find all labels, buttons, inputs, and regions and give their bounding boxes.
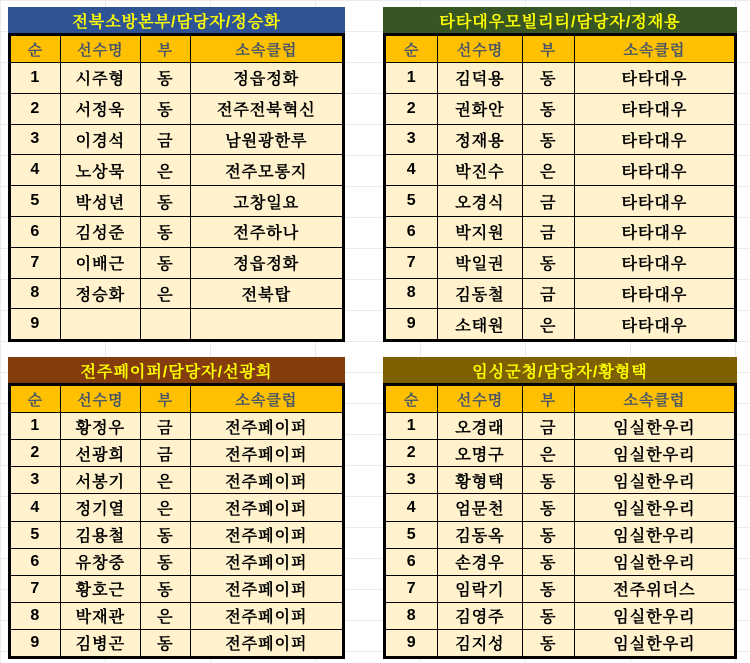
cell-division[interactable]: 동 xyxy=(522,124,574,155)
cell-player-name[interactable] xyxy=(60,309,140,341)
column-header-player-name[interactable]: 선수명 xyxy=(60,385,140,413)
table-row xyxy=(385,186,736,217)
cell-club[interactable]: 전주페이퍼 xyxy=(190,602,343,629)
cell-division[interactable]: 동 xyxy=(522,575,574,602)
cell-club[interactable]: 타타대우 xyxy=(574,155,735,186)
cell-division[interactable]: 금 xyxy=(522,278,574,309)
tables-grid xyxy=(8,7,737,659)
table-row xyxy=(10,602,344,629)
cell-division[interactable]: 금 xyxy=(140,124,190,155)
cell-rank[interactable]: 4 xyxy=(385,155,438,186)
roster-grid xyxy=(8,33,345,342)
cell-player-name[interactable]: 김성준 xyxy=(60,216,140,247)
cell-division[interactable]: 동 xyxy=(522,63,574,94)
cell-division[interactable]: 동 xyxy=(140,186,190,217)
cell-player-name[interactable]: 이경석 xyxy=(60,124,140,155)
cell-club[interactable]: 고창일요 xyxy=(190,186,343,217)
cell-division[interactable]: 동 xyxy=(522,521,574,548)
cell-club[interactable]: 전주페이퍼 xyxy=(190,494,343,521)
cell-player-name[interactable]: 황호근 xyxy=(60,575,140,602)
cell-division[interactable]: 동 xyxy=(522,548,574,575)
cell-club[interactable]: 임실한우리 xyxy=(574,521,735,548)
cell-player-name[interactable]: 박진수 xyxy=(438,155,522,186)
cell-rank[interactable]: 1 xyxy=(10,413,61,440)
cell-division[interactable]: 동 xyxy=(140,247,190,278)
cell-club[interactable] xyxy=(190,309,343,341)
cell-rank[interactable]: 7 xyxy=(385,575,438,602)
column-header-player-name[interactable]: 선수명 xyxy=(438,35,522,63)
cell-player-name[interactable]: 박지원 xyxy=(438,216,522,247)
cell-rank[interactable]: 6 xyxy=(10,548,61,575)
roster-table-imsil-county-office xyxy=(383,357,737,659)
column-header-club[interactable]: 소속클럽 xyxy=(574,35,735,63)
table-title[interactable]: 전북소방본부/담당자/정승화 xyxy=(8,7,345,33)
cell-rank[interactable]: 2 xyxy=(10,440,61,467)
cell-rank[interactable]: 5 xyxy=(385,186,438,217)
cell-division[interactable]: 동 xyxy=(522,494,574,521)
cell-division[interactable]: 동 xyxy=(140,548,190,575)
cell-player-name[interactable]: 이배근 xyxy=(60,247,140,278)
cell-club[interactable]: 임실한우리 xyxy=(574,494,735,521)
cell-division[interactable]: 은 xyxy=(140,278,190,309)
table-row xyxy=(385,467,736,494)
table-row xyxy=(385,216,736,247)
cell-club[interactable]: 전주페이퍼 xyxy=(190,413,343,440)
cell-division[interactable]: 동 xyxy=(522,467,574,494)
cell-rank[interactable]: 3 xyxy=(10,124,61,155)
table-row xyxy=(10,278,344,309)
column-header-division[interactable]: 부 xyxy=(140,385,190,413)
table-row xyxy=(385,521,736,548)
cell-club[interactable]: 임실한우리 xyxy=(574,413,735,440)
table-row xyxy=(10,467,344,494)
table-row xyxy=(10,494,344,521)
cell-club[interactable]: 전주모롱지 xyxy=(190,155,343,186)
column-header-rank[interactable]: 순 xyxy=(385,385,438,413)
cell-club[interactable]: 전주페이퍼 xyxy=(190,629,343,657)
cell-division[interactable]: 금 xyxy=(522,186,574,217)
table-row xyxy=(10,440,344,467)
cell-club[interactable]: 남원광한루 xyxy=(190,124,343,155)
cell-rank[interactable]: 3 xyxy=(385,467,438,494)
cell-club[interactable]: 임실한우리 xyxy=(574,548,735,575)
cell-player-name[interactable]: 정승화 xyxy=(60,278,140,309)
cell-player-name[interactable]: 오경식 xyxy=(438,186,522,217)
table-row xyxy=(10,63,344,94)
cell-rank[interactable]: 9 xyxy=(10,629,61,657)
cell-player-name[interactable]: 오명구 xyxy=(438,440,522,467)
cell-player-name[interactable]: 노상묵 xyxy=(60,155,140,186)
cell-division[interactable]: 동 xyxy=(140,629,190,657)
cell-division[interactable]: 은 xyxy=(522,309,574,341)
table-title[interactable]: 임싱군청/담당자/황형택 xyxy=(383,357,737,383)
column-header-rank[interactable]: 순 xyxy=(385,35,438,63)
roster-table-tata-daewoo-mobility xyxy=(383,7,737,342)
cell-player-name[interactable]: 황정우 xyxy=(60,413,140,440)
table-row xyxy=(10,247,344,278)
cell-division[interactable]: 금 xyxy=(140,440,190,467)
roster-table-jeonju-paper xyxy=(8,357,345,659)
cell-club[interactable]: 전주위더스 xyxy=(574,575,735,602)
cell-rank[interactable]: 6 xyxy=(10,216,61,247)
cell-division[interactable]: 동 xyxy=(140,521,190,548)
cell-player-name[interactable]: 김동철 xyxy=(438,278,522,309)
cell-club[interactable]: 타타대우 xyxy=(574,247,735,278)
cell-rank[interactable]: 7 xyxy=(10,575,61,602)
table-row xyxy=(385,155,736,186)
cell-rank[interactable]: 7 xyxy=(10,247,61,278)
cell-player-name[interactable]: 김병곤 xyxy=(60,629,140,657)
column-header-player-name[interactable]: 선수명 xyxy=(60,35,140,63)
cell-rank[interactable]: 2 xyxy=(385,93,438,124)
cell-rank[interactable]: 9 xyxy=(385,309,438,341)
table-row xyxy=(385,602,736,629)
cell-division[interactable]: 동 xyxy=(140,216,190,247)
roster-table-jeonbuk-fire-hq xyxy=(8,7,345,342)
column-header-row xyxy=(10,35,344,63)
cell-rank[interactable]: 1 xyxy=(385,413,438,440)
roster-grid xyxy=(383,383,737,659)
column-header-club[interactable]: 소속클럽 xyxy=(190,385,343,413)
cell-club[interactable]: 전북탑 xyxy=(190,278,343,309)
table-row xyxy=(385,247,736,278)
column-header-club[interactable]: 소속클럽 xyxy=(190,35,343,63)
cell-club[interactable]: 타타대우 xyxy=(574,124,735,155)
cell-player-name[interactable]: 정재용 xyxy=(438,124,522,155)
cell-player-name[interactable]: 박성년 xyxy=(60,186,140,217)
cell-rank[interactable]: 5 xyxy=(10,186,61,217)
cell-player-name[interactable]: 김덕용 xyxy=(438,63,522,94)
cell-club[interactable]: 타타대우 xyxy=(574,309,735,341)
cell-rank[interactable]: 2 xyxy=(10,93,61,124)
column-header-rank[interactable]: 순 xyxy=(10,385,61,413)
cell-club[interactable]: 정읍정화 xyxy=(190,63,343,94)
table-row xyxy=(10,124,344,155)
column-header-rank[interactable]: 순 xyxy=(10,35,61,63)
cell-player-name[interactable]: 권화안 xyxy=(438,93,522,124)
cell-club[interactable]: 임실한우리 xyxy=(574,467,735,494)
cell-rank[interactable]: 6 xyxy=(385,216,438,247)
cell-player-name[interactable]: 엄문천 xyxy=(438,494,522,521)
cell-club[interactable]: 타타대우 xyxy=(574,278,735,309)
cell-rank[interactable]: 1 xyxy=(385,63,438,94)
cell-player-name[interactable]: 김지성 xyxy=(438,629,522,657)
cell-player-name[interactable]: 소태원 xyxy=(438,309,522,341)
cell-player-name[interactable]: 황형택 xyxy=(438,467,522,494)
table-row xyxy=(385,93,736,124)
cell-player-name[interactable]: 오경래 xyxy=(438,413,522,440)
table-row xyxy=(10,216,344,247)
table-row xyxy=(385,440,736,467)
table-row xyxy=(10,93,344,124)
table-row xyxy=(10,186,344,217)
cell-rank[interactable]: 7 xyxy=(385,247,438,278)
cell-club[interactable]: 전주페이퍼 xyxy=(190,440,343,467)
cell-club[interactable]: 타타대우 xyxy=(574,93,735,124)
cell-player-name[interactable]: 시주형 xyxy=(60,63,140,94)
table-row xyxy=(385,548,736,575)
cell-player-name[interactable]: 임락기 xyxy=(438,575,522,602)
cell-rank[interactable]: 3 xyxy=(385,124,438,155)
cell-club[interactable]: 전주페이퍼 xyxy=(190,548,343,575)
cell-rank[interactable]: 9 xyxy=(385,629,438,657)
cell-division[interactable]: 금 xyxy=(522,216,574,247)
cell-club[interactable]: 임실한우리 xyxy=(574,602,735,629)
cell-rank[interactable]: 1 xyxy=(10,63,61,94)
cell-player-name[interactable]: 손경우 xyxy=(438,548,522,575)
cell-rank[interactable]: 4 xyxy=(10,155,61,186)
cell-division[interactable]: 동 xyxy=(140,93,190,124)
column-header-row xyxy=(385,385,736,413)
cell-club[interactable]: 타타대우 xyxy=(574,63,735,94)
table-title[interactable]: 타타대우모빌리티/담당자/정재용 xyxy=(383,7,737,33)
column-header-division[interactable]: 부 xyxy=(522,35,574,63)
column-header-row xyxy=(385,35,736,63)
column-header-player-name[interactable]: 선수명 xyxy=(438,385,522,413)
cell-division[interactable] xyxy=(140,309,190,341)
cell-club[interactable]: 정읍정화 xyxy=(190,247,343,278)
table-row xyxy=(10,309,344,341)
cell-rank[interactable]: 8 xyxy=(385,602,438,629)
column-header-row xyxy=(10,385,344,413)
cell-rank[interactable]: 4 xyxy=(10,494,61,521)
cell-rank[interactable]: 3 xyxy=(10,467,61,494)
table-row xyxy=(385,278,736,309)
table-row xyxy=(10,521,344,548)
cell-rank[interactable]: 2 xyxy=(385,440,438,467)
cell-player-name[interactable]: 유창중 xyxy=(60,548,140,575)
table-row xyxy=(385,494,736,521)
cell-club[interactable]: 임실한우리 xyxy=(574,440,735,467)
cell-division[interactable]: 금 xyxy=(522,413,574,440)
cell-rank[interactable]: 8 xyxy=(10,278,61,309)
table-row xyxy=(385,124,736,155)
cell-player-name[interactable]: 정기열 xyxy=(60,494,140,521)
cell-division[interactable]: 동 xyxy=(140,575,190,602)
cell-rank[interactable]: 9 xyxy=(10,309,61,341)
table-row xyxy=(10,575,344,602)
cell-club[interactable]: 타타대우 xyxy=(574,186,735,217)
cell-player-name[interactable]: 서봉기 xyxy=(60,467,140,494)
table-row xyxy=(10,413,344,440)
table-row xyxy=(10,155,344,186)
cell-rank[interactable]: 4 xyxy=(385,494,438,521)
cell-division[interactable]: 은 xyxy=(522,440,574,467)
table-row xyxy=(385,309,736,341)
cell-division[interactable]: 동 xyxy=(522,247,574,278)
cell-division[interactable]: 동 xyxy=(522,629,574,657)
column-header-club[interactable]: 소속클럽 xyxy=(574,385,735,413)
cell-club[interactable]: 임실한우리 xyxy=(574,629,735,657)
cell-division[interactable]: 동 xyxy=(522,93,574,124)
cell-club[interactable]: 타타대우 xyxy=(574,216,735,247)
cell-player-name[interactable]: 김용철 xyxy=(60,521,140,548)
table-row xyxy=(10,548,344,575)
cell-division[interactable]: 은 xyxy=(140,467,190,494)
cell-division[interactable]: 은 xyxy=(140,602,190,629)
cell-division[interactable]: 동 xyxy=(522,602,574,629)
table-row xyxy=(385,575,736,602)
cell-rank[interactable]: 5 xyxy=(10,521,61,548)
cell-player-name[interactable]: 서정욱 xyxy=(60,93,140,124)
table-row xyxy=(385,629,736,657)
cell-division[interactable]: 동 xyxy=(140,63,190,94)
column-header-division[interactable]: 부 xyxy=(522,385,574,413)
cell-rank[interactable]: 8 xyxy=(10,602,61,629)
cell-player-name[interactable]: 선광희 xyxy=(60,440,140,467)
column-header-division[interactable]: 부 xyxy=(140,35,190,63)
cell-player-name[interactable]: 김동옥 xyxy=(438,521,522,548)
cell-division[interactable]: 은 xyxy=(140,155,190,186)
cell-club[interactable]: 전주하나 xyxy=(190,216,343,247)
cell-division[interactable]: 은 xyxy=(522,155,574,186)
cell-rank[interactable]: 6 xyxy=(385,548,438,575)
table-row xyxy=(385,63,736,94)
roster-grid xyxy=(383,33,737,342)
table-row xyxy=(385,413,736,440)
cell-division[interactable]: 은 xyxy=(140,494,190,521)
cell-player-name[interactable]: 박일권 xyxy=(438,247,522,278)
cell-club[interactable]: 전주전북혁신 xyxy=(190,93,343,124)
cell-club[interactable]: 전주페이퍼 xyxy=(190,521,343,548)
cell-rank[interactable]: 8 xyxy=(385,278,438,309)
roster-grid xyxy=(8,383,345,659)
table-row xyxy=(10,629,344,657)
cell-rank[interactable]: 5 xyxy=(385,521,438,548)
table-title[interactable]: 전주페이퍼/담당자/선광희 xyxy=(8,357,345,383)
cell-division[interactable]: 금 xyxy=(140,413,190,440)
cell-club[interactable]: 전주페이퍼 xyxy=(190,575,343,602)
cell-club[interactable]: 전주페이퍼 xyxy=(190,467,343,494)
cell-player-name[interactable]: 박재관 xyxy=(60,602,140,629)
cell-player-name[interactable]: 김영주 xyxy=(438,602,522,629)
